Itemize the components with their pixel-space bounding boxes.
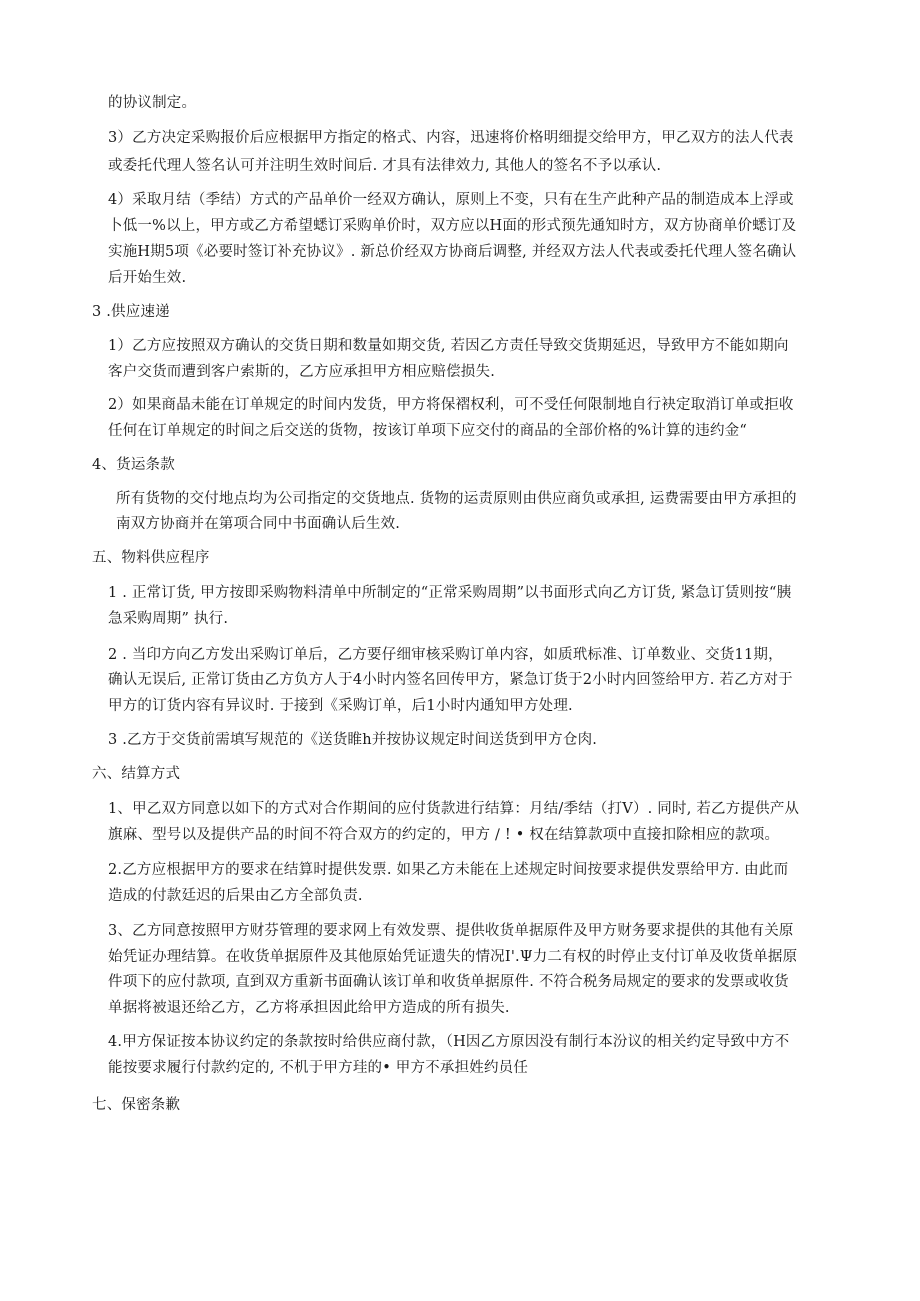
text-line: 3、乙方同意按照甲方财芬管理的要求网上有效发票、提供收货单据原件及甲方财务要求提供的其他有关原 xyxy=(108,923,794,939)
text-line: 后开始生效. xyxy=(108,270,187,286)
text-line: 件项下的应付款项, 直到双方重新书面确认该订单和收货单据原件. 不符合税务局规定的要求的发票或收货 xyxy=(108,974,789,990)
text-line: 旗麻、型号以及提供产品的时间不符合双方的约定的，甲方 ∕ ! • 权在结算款项中直接扣除相应的款项。 xyxy=(108,827,780,843)
text-line: 1）乙方应按照双方确认的交货日期和数量如期交货, 若因乙方责任导致交货期延迟，导致甲方不能如期向 xyxy=(108,338,789,354)
text-line: 的协议制定。 xyxy=(108,95,197,111)
text-line: 急采购周期” 执行. xyxy=(108,611,229,627)
text-line: 甲方的订货内容有异议时. 于接到《采购订单，后1小时内通知甲方处理. xyxy=(108,698,573,714)
text-line: 单据将被退还给乙方，乙方将承担因此给甲方造成的所有损失. xyxy=(108,1000,510,1016)
text-line: 能按要求履行付款约定的, 不机于甲方珪的• 甲方不承担姓约员任 xyxy=(108,1060,529,1076)
section-heading: 六、结算方式 xyxy=(92,766,181,782)
text-line: 确认无误后, 正常订货由乙方负方人于4小时内签名回传甲方，紧急订货于2小时内回签给甲方. 若乙方对于 xyxy=(108,672,793,688)
text-line: 2.乙方应根据甲方的要求在结算时提供发票. 如果乙方未能在上述规定时间按要求提供发票给甲方. 由此而 xyxy=(108,862,789,878)
text-line: 2）如果商晶未能在订单规定的时间内发货，甲方将保褶权利，可不受任何限制地自行袂定取消订单或拒收 xyxy=(108,397,794,413)
section-heading: 七、保密条歉 xyxy=(92,1097,181,1113)
section-heading: 4、货运条款 xyxy=(92,457,175,473)
text-line: 2 . 当印方向乙方发出采购订单后，乙方要仔细审核采购订单内容，如质玳标准、订单数业、交货11期， xyxy=(108,647,783,663)
text-line: 始凭证办理结算。在收货单据原件及其他原始凭证遗失的情况I'.Ψ力二有权的时停止支付订单及收货单据原 xyxy=(108,949,798,965)
text-line: 1 . 正常订货, 甲方按即采购物料清单中所制定的“正常采购周期”以书面形式向乙方订货, 紧急订赁则按“胰 xyxy=(108,585,792,601)
text-line: 卜低一%以上，甲方或乙方希望蟋订采购单价时，双方应以H面的形式预先通知时方，双方协商单价蟋订及 xyxy=(108,218,797,234)
text-line: 所有货物的交付地点均为公司指定的交货地点. 货物的运责原则由供应商负或承担, 运费需要由甲方承担的 xyxy=(116,491,797,507)
text-line: 1、甲乙双方同意以如下的方式对合作期间的应付货款进行结算：月结/季结（打V）. 同时, 若乙方提供产从 xyxy=(108,801,800,817)
text-line: 4.甲方保证按本协议约定的条款按时给供应商付款，（H因乙方原因没有制行本汾议的相关约定导致中方不 xyxy=(108,1034,790,1050)
text-line: 3）乙方决定采购报价后应根据甲方指定的格式、内容，迅速将价格明细提交给甲方，甲乙双方的法人代表 xyxy=(108,130,794,146)
text-line: 南双方协商并在第项合同中书面确认后生效. xyxy=(116,516,401,532)
section-heading: 3 .供应速递 xyxy=(92,304,170,320)
section-heading: 五、物料供应程序 xyxy=(92,550,210,566)
text-line: 3 .乙方于交货前需填写规范的《送货睢h并按协议规定时间送货到甲方仓肉. xyxy=(108,732,598,748)
text-line: 客户交货而遭到客户索斯的，乙方应承担甲方相应赔偿损失. xyxy=(108,364,496,380)
text-line: 实施H期5项《必要时签订补充协议》. 新总价经双方协商后调整, 并经双方法人代表或委托代理人签名确认 xyxy=(108,244,797,260)
text-line: 或委托代理人签名认可并注明生效时间后. 才具有法律效力, 其他人的签名不予以承认. xyxy=(108,158,662,174)
text-line: 4）采取月结（季结）方式的产品单价一经双方确认，原则上不变，只有在生产此种产品的制造成本上浮或 xyxy=(108,192,794,208)
text-line: 任何在订单规定的时间之后交送的货物，按该订单项下应交付的商品的全部价格的%计算的违约金“ xyxy=(108,423,747,439)
text-line: 造成的付款廷迟的后果由乙方全部负责. xyxy=(108,888,363,904)
